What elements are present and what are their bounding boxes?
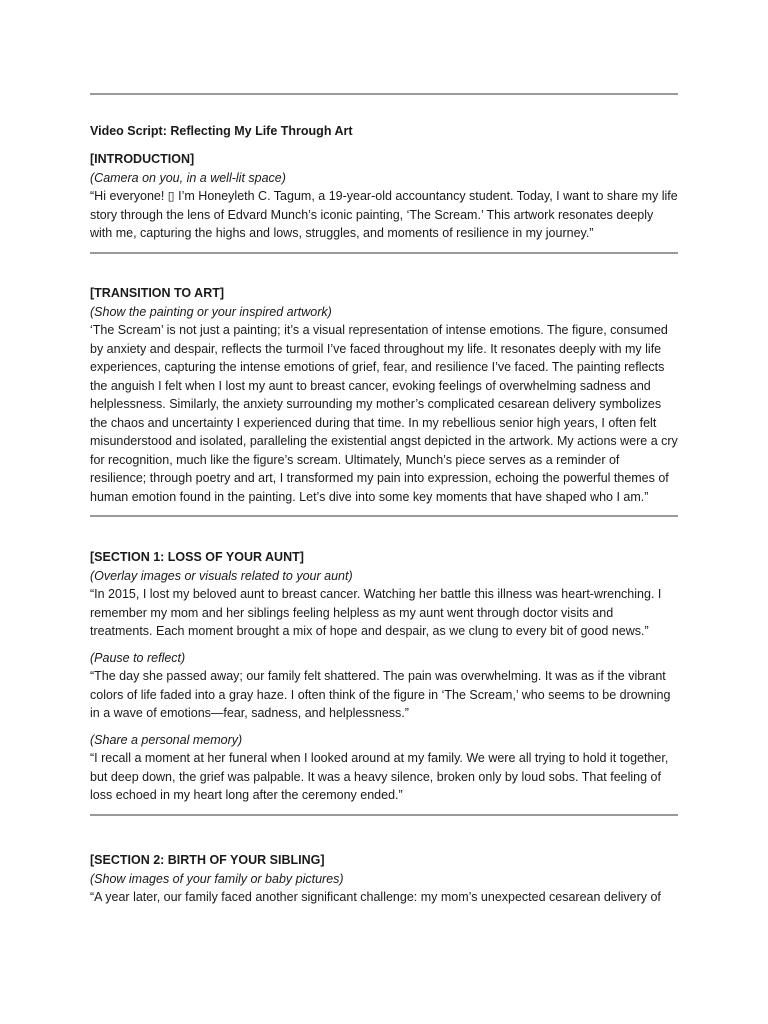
section-introduction <box>90 150 678 254</box>
stage-direction: (Pause to reflect) <box>90 650 186 665</box>
section-heading: [INTRODUCTION] <box>90 152 195 166</box>
section-heading: [SECTION 1: LOSS OF YOUR AUNT] <box>90 550 304 564</box>
section-divider <box>90 814 678 816</box>
stage-direction: (Show the painting or your inspired artwork) <box>90 304 332 319</box>
divider-top <box>90 93 678 95</box>
document-title: Video Script: Reflecting My Life Through Art <box>90 124 353 138</box>
section-transition <box>90 284 678 517</box>
section-heading: [SECTION 2: BIRTH OF YOUR SIBLING] <box>90 853 325 867</box>
stage-direction: (Camera on you, in a well-lit space) <box>90 170 286 185</box>
stage-direction: (Show images of your family or baby pictures) <box>90 871 344 886</box>
script-paragraph: “Hi everyone! ▯ I’m Honeyleth C. Tagum, a 19-year-old accountancy student. Today, I want to share my life story through the lens of Edvard Munch’s iconic painting, ‘The Scream.’ This artwork resonates deeply with me, capturing the highs and lows, struggles, and moments of resilience in my journey.” <box>90 189 678 240</box>
script-paragraph: “In 2015, I lost my beloved aunt to breast cancer. Watching her battle this illness was heart-wrenching. I remember my mom and her siblings feeling helpless as my aunt went through doctor visits and treatments. Each moment brought a mix of hope and despair, as we clung to every bit of good news.” <box>90 587 662 638</box>
section-loss-of-aunt <box>90 548 678 816</box>
section-birth-of-sibling <box>90 851 678 907</box>
section-heading: [TRANSITION TO ART] <box>90 286 225 300</box>
section-divider <box>90 252 678 254</box>
script-paragraph: ‘The Scream’ is not just a painting; it’s a visual representation of intense emotions. The figure, consumed by anxiety and despair, reflects the turmoil I’ve faced throughout my life. It resonates deeply with my life experiences, capturing the intense emotions of grief, fear, and resilience I’ve faced. The painting reflects the anguish I felt when I lost my aunt to breast cancer, evoking feelings of overwhelming sadness and helplessness. Similarly, the anxiety surrounding my mother’s complicated cesarean delivery symbolizes the chaos and uncertainty I experienced during that time. In my rebellious senior high years, I often felt misunderstood and isolated, paralleling the existential angst depicted in the artwork. My actions were a cry for recognition, much like the figure’s scream. Ultimately, Munch’s piece serves as a reminder of resilience; through poetry and art, I transformed my pain into expression, echoing the powerful themes of human emotion found in the painting. Let’s dive into some key moments that have shaped who I am.” <box>90 323 678 504</box>
section-divider <box>90 515 678 517</box>
script-paragraph: “The day she passed away; our family felt shattered. The pain was overwhelming. It was as if the vibrant colors of life faded into a gray haze. I often think of the figure in ‘The Scream,’ who seems to be drowning in a wave of emotions—fear, sadness, and helplessness.” <box>90 669 671 720</box>
script-paragraph: “A year later, our family faced another significant challenge: my mom’s unexpected cesarean delivery of <box>90 890 661 904</box>
script-paragraph: “I recall a moment at her funeral when I looked around at my family. We were all trying to hold it together, but deep down, the grief was palpable. It was a heavy silence, broken only by loud sobs. That feeling of loss echoed in my heart long after the ceremony ended.” <box>90 751 669 802</box>
stage-direction: (Share a personal memory) <box>90 732 243 747</box>
stage-direction: (Overlay images or visuals related to your aunt) <box>90 568 353 583</box>
